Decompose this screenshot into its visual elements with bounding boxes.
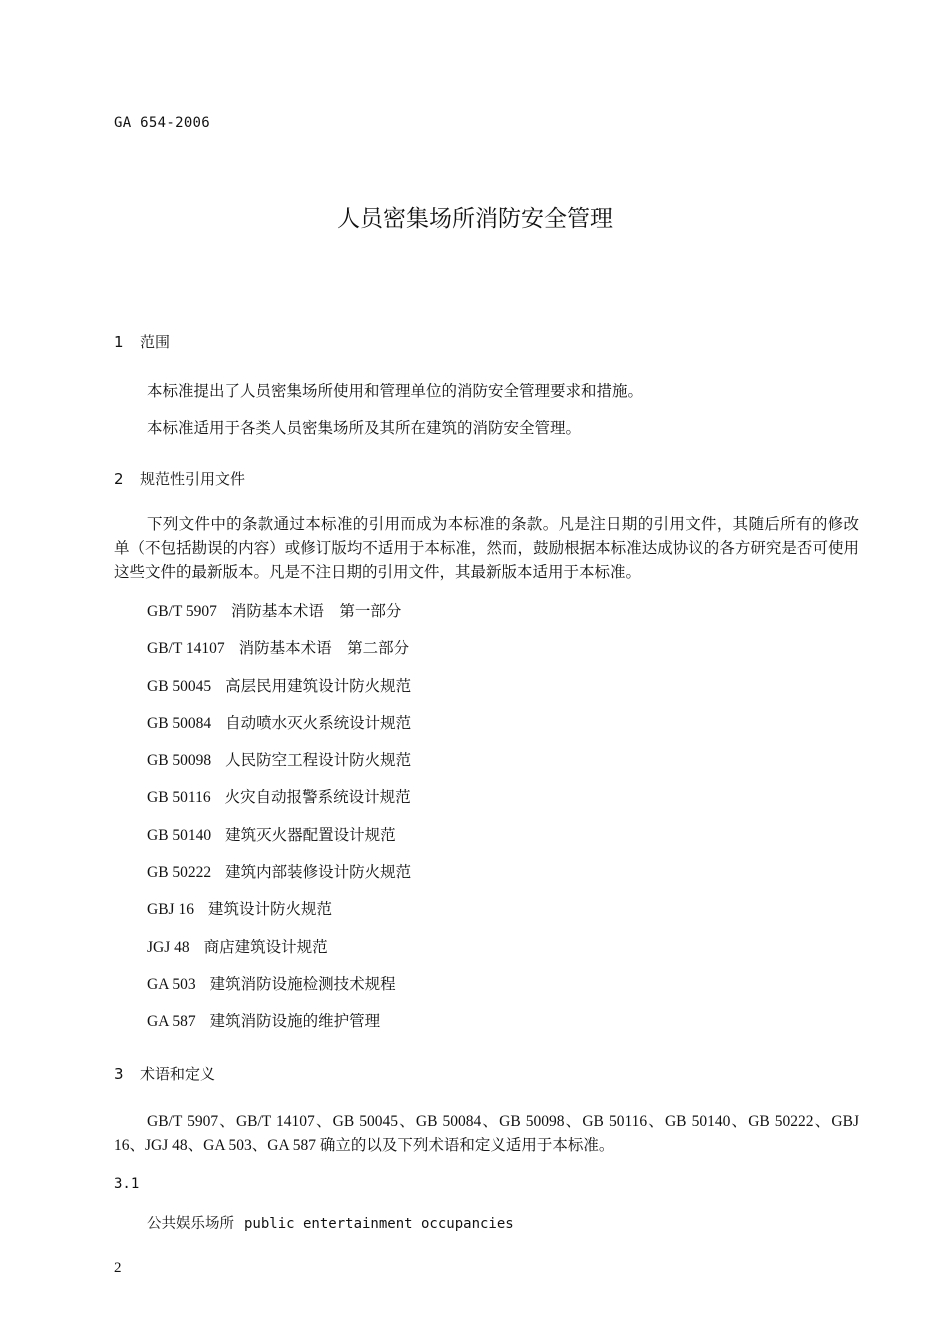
reference-code: GB 50140 — [147, 826, 212, 844]
page-number: 2 — [114, 1260, 122, 1276]
reference-item — [147, 638, 411, 675]
reference-title: 建筑灭火器配置设计规范 — [225, 826, 396, 844]
section-number: 2 — [114, 470, 124, 488]
reference-item — [147, 601, 411, 638]
section-number: 1 — [114, 333, 124, 351]
reference-title: 建筑设计防火规范 — [207, 901, 332, 919]
reference-title: 建筑消防设施的维护管理 — [209, 1013, 381, 1031]
terms-intro: GB/T 5907、GB/T 14107、GB 50045、GB 50084、GB 50098、GB 50116、GB 50140、GB 50222、GBJ 16、JGJ 48、GA 503、GA 587 确立的以及下列术语和定义适用于本标准。 — [114, 1113, 859, 1154]
section-heading-scope — [114, 331, 170, 352]
reference-item — [147, 974, 411, 1011]
reference-code: GB/T 14107 — [147, 640, 225, 658]
reference-item — [147, 862, 411, 899]
scope-paragraph-2: 本标准适用于各类人员密集场所及其所在建筑的消防安全管理。 — [147, 420, 582, 437]
reference-code: GB/T 5907 — [147, 603, 217, 620]
reference-item — [147, 713, 411, 750]
section-heading-terms — [114, 1063, 215, 1084]
reference-item — [147, 787, 411, 824]
reference-title: 火灾自动报警系统设计规范 — [224, 789, 411, 807]
reference-code: GB 50098 — [147, 752, 212, 770]
reference-item — [147, 899, 411, 936]
reference-title: 建筑内部装修设计防火规范 — [225, 864, 412, 882]
reference-code: GA 587 — [147, 1013, 196, 1031]
reference-code: GB 50222 — [147, 864, 212, 882]
scope-paragraph-1: 本标准提出了人员密集场所使用和管理单位的消防安全管理要求和措施。 — [147, 383, 644, 400]
term-chinese: 公共娱乐场所 — [147, 1216, 234, 1232]
section-number: 3 — [114, 1065, 124, 1083]
reference-item — [147, 1011, 411, 1048]
reference-title: 自动喷水灭火系统设计规范 — [225, 714, 412, 732]
section-title: 范围 — [140, 333, 171, 351]
section-heading-normative-references — [114, 468, 245, 489]
reference-list — [147, 601, 411, 1049]
reference-item — [147, 750, 411, 787]
reference-code: GB 50116 — [147, 789, 211, 807]
subclause-number: 3.1 — [114, 1176, 140, 1192]
standard-code: GA 654-2006 — [114, 115, 211, 131]
reference-code: GB 50045 — [147, 677, 212, 695]
reference-code: GA 503 — [147, 975, 196, 993]
reference-title: 高层民用建筑设计防火规范 — [225, 677, 412, 695]
document-title: 人员密集场所消防安全管理 — [337, 206, 613, 232]
reference-code: GB 50084 — [147, 714, 212, 732]
reference-code: JGJ 48 — [147, 938, 190, 956]
term-entry — [147, 1212, 514, 1233]
reference-title: 建筑消防设施检测技术规程 — [209, 975, 396, 993]
reference-title: 商店建筑设计规范 — [203, 938, 328, 956]
reference-item — [147, 937, 411, 974]
normative-references-intro: 下列文件中的条款通过本标准的引用而成为本标准的条款。凡是注日期的引用文件，其随后所有的修改单（不包括勘误的内容）或修订版均不适用于本标准，然而，鼓励根据本标准达成协议的各方研究是否可使用这些文件的最新版本。凡是不注日期的引用文件，其最新版本适用于本标准。 — [114, 516, 859, 581]
section-title: 术语和定义 — [140, 1065, 216, 1083]
reference-item — [147, 825, 411, 862]
section-title: 规范性引用文件 — [140, 470, 246, 488]
reference-title: 消防基本术语 第二部分 — [238, 640, 410, 658]
reference-item — [147, 676, 411, 713]
reference-title: 消防基本术语 第一部分 — [230, 603, 402, 620]
reference-code: GBJ 16 — [147, 901, 194, 919]
term-english: public entertainment occupancies — [244, 1216, 514, 1232]
reference-title: 人民防空工程设计防火规范 — [225, 752, 412, 770]
